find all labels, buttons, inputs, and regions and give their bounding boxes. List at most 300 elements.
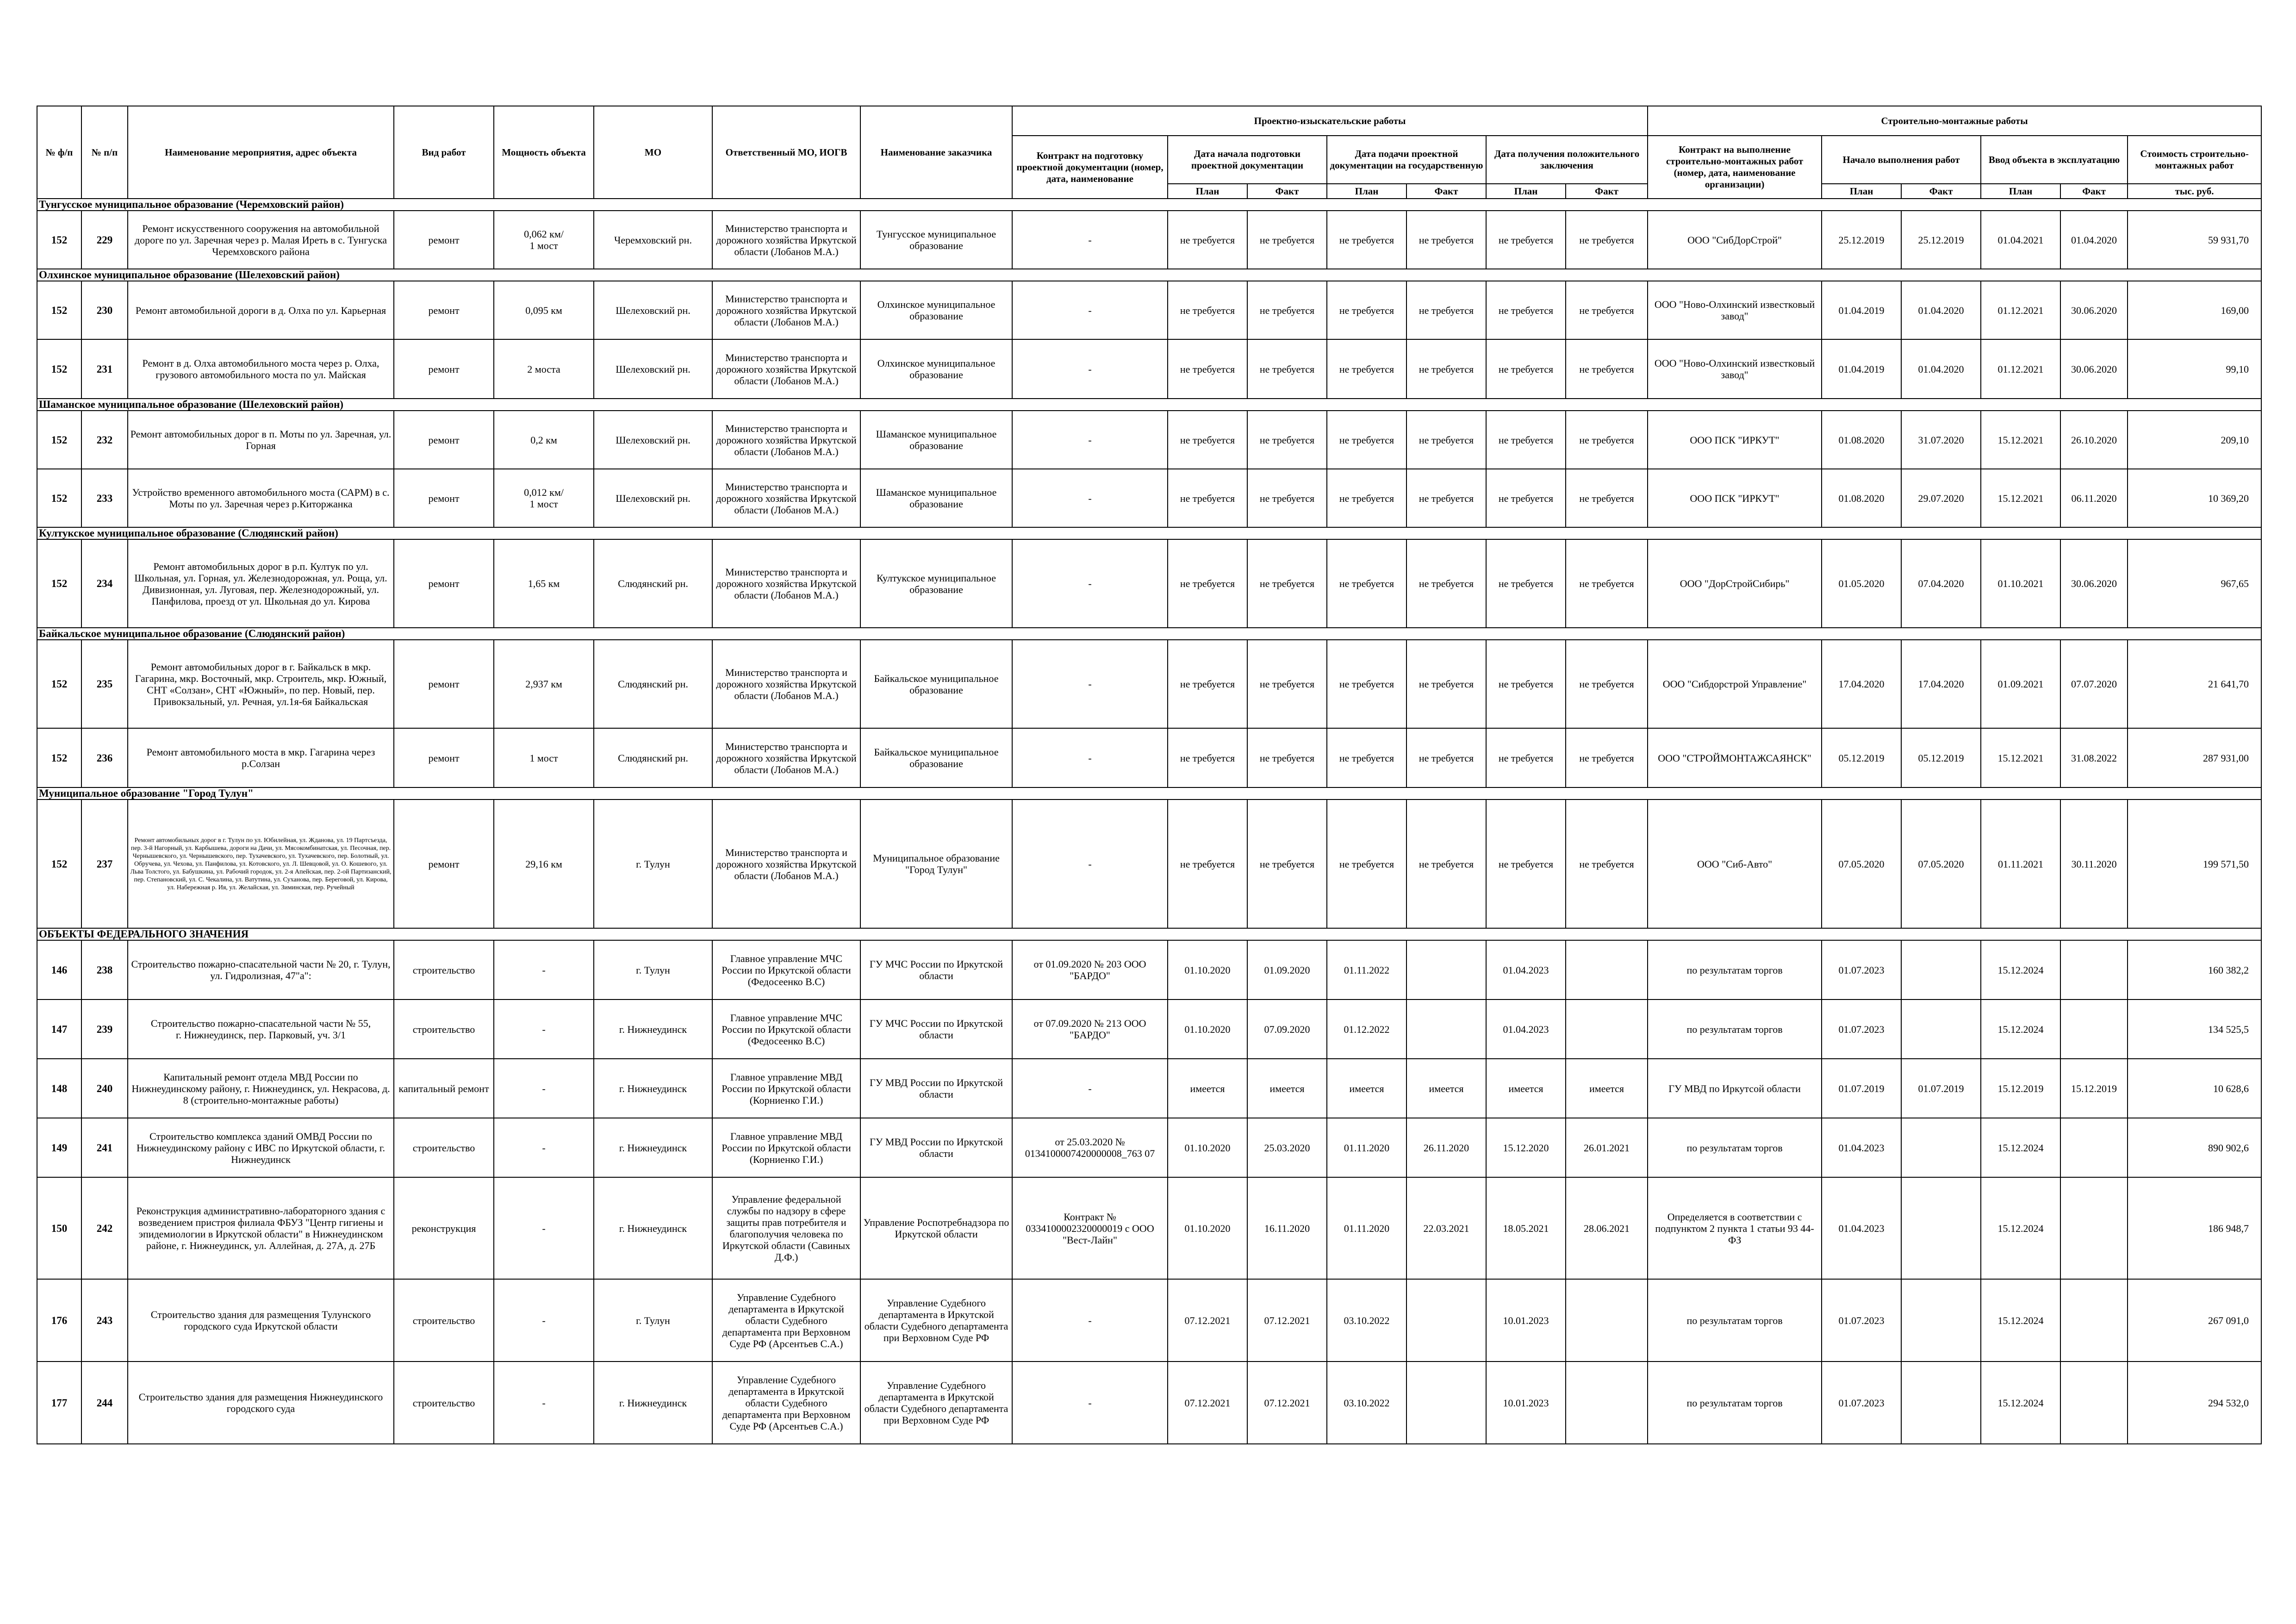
row-smr-contract: ООО ПСК "ИРКУТ" [1648, 411, 1822, 469]
row-commission-plan: 15.12.2024 [1981, 940, 2060, 999]
row-pd-submit-plan: 01.12.2022 [1327, 999, 1406, 1059]
row-pd-start-fact: 01.09.2020 [1247, 940, 1327, 999]
row-cost: 186 948,7 [2128, 1177, 2261, 1279]
table-row [37, 1279, 2261, 1362]
row-responsible: Управление Судебного департамента в Иркутской области Судебного департамента при Верховном Суде РФ (Арсентьев С.А.) [712, 1362, 860, 1444]
row-commission-plan: 01.12.2021 [1981, 339, 2060, 399]
row-capacity: - [494, 940, 594, 999]
header-pd-start: Дата начала подготовки проектной документации [1168, 136, 1327, 184]
row-fp-number: 176 [37, 1279, 81, 1362]
row-responsible: Управление федеральной службы по надзору в сфере защиты прав потребителя и благополучия человека по Иркутской области (Савиных Д.Ф.) [712, 1177, 860, 1279]
row-pd-submit-fact: не требуется [1406, 281, 1486, 339]
row-cost: 294 532,0 [2128, 1362, 2261, 1444]
row-pd-submit-plan: не требуется [1327, 281, 1406, 339]
row-pd-conclusion-fact: не требуется [1566, 539, 1648, 628]
row-commission-fact: 30.06.2020 [2060, 281, 2128, 339]
table-row [37, 800, 2261, 928]
row-cost: 209,10 [2128, 411, 2261, 469]
row-pd-start-fact: 25.03.2020 [1247, 1118, 1327, 1177]
row-customer: ГУ МВД России по Иркутской области [860, 1118, 1012, 1177]
row-customer: ГУ МЧС России по Иркутской области [860, 940, 1012, 999]
row-pir-contract: - [1012, 339, 1168, 399]
row-smr-start-fact: 07.05.2020 [1901, 800, 1981, 928]
row-pd-submit-fact [1406, 1279, 1486, 1362]
row-name: Ремонт в д. Олха автомобильного моста через р. Олха, грузового автомобильного моста по ул. Майская [128, 339, 394, 399]
row-smr-start-fact: 25.12.2019 [1901, 211, 1981, 269]
row-smr-start-fact [1901, 1177, 1981, 1279]
row-pd-start-plan: 07.12.2021 [1168, 1362, 1247, 1444]
row-np-number: 243 [81, 1279, 128, 1362]
table-row [37, 339, 2261, 399]
row-commission-plan: 15.12.2024 [1981, 1177, 2060, 1279]
row-np-number: 239 [81, 999, 128, 1059]
row-pd-start-plan: 01.10.2020 [1168, 1118, 1247, 1177]
row-pd-conclusion-plan: имеется [1486, 1059, 1566, 1118]
row-capacity: - [494, 1362, 594, 1444]
row-work-type: капитальный ремонт [394, 1059, 494, 1118]
row-customer: Управление Роспотребнадзора по Иркутской области [860, 1177, 1012, 1279]
row-commission-fact: 30.06.2020 [2060, 339, 2128, 399]
row-commission-fact: 26.10.2020 [2060, 411, 2128, 469]
row-pd-submit-plan: не требуется [1327, 211, 1406, 269]
row-pd-start-fact: не требуется [1247, 469, 1327, 527]
table-row [37, 1362, 2261, 1444]
row-commission-plan: 15.12.2024 [1981, 1279, 2060, 1362]
row-work-type: строительство [394, 1279, 494, 1362]
row-pir-contract: - [1012, 411, 1168, 469]
row-mo: г. Нижнеудинск [594, 1059, 712, 1118]
row-customer: ГУ МВД России по Иркутской области [860, 1059, 1012, 1118]
row-pd-start-fact: не требуется [1247, 728, 1327, 787]
section-title: Олхинское муниципальное образование (Шелеховский район) [37, 269, 2261, 281]
row-pd-conclusion-plan: не требуется [1486, 728, 1566, 787]
row-fp-number: 147 [37, 999, 81, 1059]
section-header [37, 527, 2261, 539]
row-mo: Слюдянский рн. [594, 539, 712, 628]
row-pd-conclusion-plan: не требуется [1486, 640, 1566, 728]
row-mo: Слюдянский рн. [594, 640, 712, 728]
row-smr-start-fact: 29.07.2020 [1901, 469, 1981, 527]
row-smr-start-plan: 01.08.2020 [1822, 469, 1901, 527]
row-responsible: Министерство транспорта и дорожного хозяйства Иркутской области (Лобанов М.А.) [712, 211, 860, 269]
row-name: Ремонт автомобильных дорог в п. Моты по ул. Заречная, ул. Горная [128, 411, 394, 469]
row-pd-start-fact: не требуется [1247, 411, 1327, 469]
header-commission: Ввод объекта в эксплуатацию [1981, 136, 2128, 184]
row-responsible: Главное управление МВД России по Иркутской области (Корниенко Г.И.) [712, 1118, 860, 1177]
row-smr-contract: по результатам торгов [1648, 1362, 1822, 1444]
row-pd-start-plan: 07.12.2021 [1168, 1279, 1247, 1362]
row-smr-start-fact: 01.04.2020 [1901, 281, 1981, 339]
row-smr-start-plan: 05.12.2019 [1822, 728, 1901, 787]
row-capacity: - [494, 1279, 594, 1362]
row-name: Строительство здания для размещения Тулунского городского суда Иркутской области [128, 1279, 394, 1362]
row-pd-conclusion-fact: 26.01.2021 [1566, 1118, 1648, 1177]
row-fp-number: 177 [37, 1362, 81, 1444]
header-power: Мощность объекта [494, 106, 594, 199]
row-commission-fact [2060, 940, 2128, 999]
row-pd-conclusion-fact: не требуется [1566, 339, 1648, 399]
row-pd-start-plan: не требуется [1168, 339, 1247, 399]
row-mo: г. Тулун [594, 800, 712, 928]
row-pd-submit-fact: имеется [1406, 1059, 1486, 1118]
header-fact: Факт [1566, 184, 1648, 199]
row-mo: г. Тулун [594, 940, 712, 999]
row-work-type: ремонт [394, 469, 494, 527]
row-responsible: Управление Судебного департамента в Иркутской области Судебного департамента при Верховном Суде РФ (Арсентьев С.А.) [712, 1279, 860, 1362]
row-smr-start-plan: 01.04.2019 [1822, 339, 1901, 399]
row-fp-number: 150 [37, 1177, 81, 1279]
row-fp-number: 152 [37, 281, 81, 339]
row-pd-conclusion-plan: не требуется [1486, 211, 1566, 269]
header-plan: План [1168, 184, 1247, 199]
row-commission-plan: 01.12.2021 [1981, 281, 2060, 339]
header-vid: Вид работ [394, 106, 494, 199]
row-pd-conclusion-fact [1566, 999, 1648, 1059]
row-cost: 199 571,50 [2128, 800, 2261, 928]
section-header [37, 787, 2261, 800]
row-customer: Олхинское муниципальное образование [860, 339, 1012, 399]
row-capacity: 0,095 км [494, 281, 594, 339]
row-pd-submit-fact: не требуется [1406, 728, 1486, 787]
row-smr-contract: ГУ МВД по Иркутсой области [1648, 1059, 1822, 1118]
row-fp-number: 146 [37, 940, 81, 999]
row-pd-conclusion-fact: не требуется [1566, 281, 1648, 339]
row-pd-conclusion-plan: не требуется [1486, 339, 1566, 399]
header-plan: План [1327, 184, 1406, 199]
row-pd-conclusion-plan: 10.01.2023 [1486, 1362, 1566, 1444]
row-responsible: Главное управление МЧС России по Иркутской области (Федосеенко В.С) [712, 940, 860, 999]
row-pd-conclusion-plan: 01.04.2023 [1486, 940, 1566, 999]
row-name: Капитальный ремонт отдела МВД России по Нижнеудинскому району, г. Нижнеудинск, ул. Некрасова, д. 8 (строительно-монтажные работы) [128, 1059, 394, 1118]
row-pd-conclusion-plan: не требуется [1486, 411, 1566, 469]
row-name: Устройство временного автомобильного моста (САРМ) в с. Моты по ул. Заречная через р.Киторжанка [128, 469, 394, 527]
row-name: Ремонт искусственного сооружения на автомобильной дороге по ул. Заречная через р. Малая Иреть в с. Тунгуска Черемховского района [128, 211, 394, 269]
row-capacity: - [494, 1118, 594, 1177]
row-customer: Управление Судебного департамента в Иркутской области Судебного департамента при Верховном Суде РФ [860, 1279, 1012, 1362]
row-work-type: строительство [394, 1118, 494, 1177]
row-pd-start-plan: 01.10.2020 [1168, 999, 1247, 1059]
row-customer: Култукское муниципальное образование [860, 539, 1012, 628]
row-responsible: Министерство транспорта и дорожного хозяйства Иркутской области (Лобанов М.А.) [712, 281, 860, 339]
row-fp-number: 152 [37, 469, 81, 527]
row-commission-fact [2060, 999, 2128, 1059]
row-pd-submit-plan: 03.10.2022 [1327, 1279, 1406, 1362]
row-mo: г. Нижнеудинск [594, 1177, 712, 1279]
row-pd-submit-fact: не требуется [1406, 211, 1486, 269]
row-smr-contract: ООО "СибДорСтрой" [1648, 211, 1822, 269]
row-smr-start-fact: 07.04.2020 [1901, 539, 1981, 628]
row-pir-contract: - [1012, 469, 1168, 527]
row-responsible: Главное управление МЧС России по Иркутской области (Федосеенко В.С) [712, 999, 860, 1059]
row-mo: Шелеховский рн. [594, 339, 712, 399]
row-pd-start-fact: не требуется [1247, 800, 1327, 928]
row-pd-conclusion-fact: 28.06.2021 [1566, 1177, 1648, 1279]
row-np-number: 242 [81, 1177, 128, 1279]
row-cost: 21 641,70 [2128, 640, 2261, 728]
row-cost: 134 525,5 [2128, 999, 2261, 1059]
row-pd-conclusion-fact: не требуется [1566, 469, 1648, 527]
row-pd-conclusion-plan: 01.04.2023 [1486, 999, 1566, 1059]
row-commission-plan: 15.12.2024 [1981, 1362, 2060, 1444]
section-title: ОБЪЕКТЫ ФЕДЕРАЛЬНОГО ЗНАЧЕНИЯ [37, 928, 2261, 940]
row-mo: г. Нижнеудинск [594, 1362, 712, 1444]
header-pd-conclusion: Дата получения положительного заключения [1486, 136, 1648, 184]
row-customer: Тунгусское муниципальное образование [860, 211, 1012, 269]
row-smr-contract: ООО ПСК "ИРКУТ" [1648, 469, 1822, 527]
row-pd-submit-plan: 01.11.2020 [1327, 1177, 1406, 1279]
row-customer: Шаманское муниципальное образование [860, 469, 1012, 527]
header-name: Наименование мероприятия, адрес объекта [128, 106, 394, 199]
row-smr-contract: ООО "Сибдорстрой Управление" [1648, 640, 1822, 728]
row-pd-submit-fact: не требуется [1406, 339, 1486, 399]
row-smr-start-fact [1901, 940, 1981, 999]
row-pd-conclusion-fact: не требуется [1566, 211, 1648, 269]
row-pd-start-plan: не требуется [1168, 281, 1247, 339]
row-pd-start-fact: 16.11.2020 [1247, 1177, 1327, 1279]
row-np-number: 237 [81, 800, 128, 928]
row-fp-number: 152 [37, 411, 81, 469]
row-pd-conclusion-fact: не требуется [1566, 640, 1648, 728]
row-commission-plan: 01.09.2021 [1981, 640, 2060, 728]
row-pir-contract: - [1012, 539, 1168, 628]
row-work-type: ремонт [394, 640, 494, 728]
row-work-type: строительство [394, 999, 494, 1059]
row-pd-start-plan: не требуется [1168, 800, 1247, 928]
table-row [37, 640, 2261, 728]
row-smr-start-plan: 01.07.2023 [1822, 940, 1901, 999]
row-fp-number: 149 [37, 1118, 81, 1177]
row-pd-submit-plan: 01.11.2020 [1327, 1118, 1406, 1177]
row-mo: Черемховский рн. [594, 211, 712, 269]
row-pd-conclusion-fact [1566, 940, 1648, 999]
row-fp-number: 152 [37, 800, 81, 928]
row-pd-submit-fact: 22.03.2021 [1406, 1177, 1486, 1279]
row-pd-submit-fact: не требуется [1406, 469, 1486, 527]
header-smr-start: Начало выполнения работ [1822, 136, 1981, 184]
header-mo: МО [594, 106, 712, 199]
header-fact: Факт [1406, 184, 1486, 199]
row-mo: Слюдянский рн. [594, 728, 712, 787]
row-capacity: - [494, 999, 594, 1059]
row-customer: Управление Судебного департамента в Иркутской области Судебного департамента при Верховном Суде РФ [860, 1362, 1012, 1444]
row-work-type: строительство [394, 1362, 494, 1444]
row-pd-conclusion-plan: 18.05.2021 [1486, 1177, 1566, 1279]
row-name: Ремонт автомобильных дорог в г. Байкальск в мкр. Гагарина, мкр. Восточный, мкр. Строитель, мкр. Южный, СНТ «Солзан», СНТ «Южный», по пер. Новый, пер. Привокзальный, ул. Речная, ул.1я-6я Байкальская [128, 640, 394, 728]
row-smr-contract: ООО "Ново-Олхинский известковый завод" [1648, 281, 1822, 339]
header-pir-contract: Контракт на подготовку проектной документации (номер, дата, наименование [1012, 136, 1168, 199]
row-mo: г. Нижнеудинск [594, 999, 712, 1059]
row-pd-start-plan: 01.10.2020 [1168, 1177, 1247, 1279]
row-pd-conclusion-fact: имеется [1566, 1059, 1648, 1118]
row-smr-start-fact: 17.04.2020 [1901, 640, 1981, 728]
row-pd-conclusion-plan: не требуется [1486, 539, 1566, 628]
row-smr-start-fact: 01.04.2020 [1901, 339, 1981, 399]
row-name: Ремонт автомобильной дороги в д. Олха по ул. Карьерная [128, 281, 394, 339]
row-commission-fact: 30.11.2020 [2060, 800, 2128, 928]
row-pd-start-plan: 01.10.2020 [1168, 940, 1247, 999]
row-pd-start-fact: не требуется [1247, 539, 1327, 628]
table-row [37, 999, 2261, 1059]
row-smr-contract: по результатам торгов [1648, 1279, 1822, 1362]
header-resp: Ответственный МО, ИОГВ [712, 106, 860, 199]
row-np-number: 235 [81, 640, 128, 728]
row-smr-start-fact: 31.07.2020 [1901, 411, 1981, 469]
row-np-number: 234 [81, 539, 128, 628]
row-pir-contract: - [1012, 211, 1168, 269]
row-pd-submit-plan: не требуется [1327, 339, 1406, 399]
row-pd-submit-plan: не требуется [1327, 539, 1406, 628]
header-fact: Факт [2060, 184, 2128, 199]
row-customer: Шаманское муниципальное образование [860, 411, 1012, 469]
row-pd-submit-plan: не требуется [1327, 800, 1406, 928]
row-customer: Муниципальное образование "Город Тулун" [860, 800, 1012, 928]
row-commission-plan: 15.12.2024 [1981, 999, 2060, 1059]
row-commission-fact [2060, 1362, 2128, 1444]
row-pd-start-fact: имеется [1247, 1059, 1327, 1118]
section-header [37, 928, 2261, 940]
row-cost: 160 382,2 [2128, 940, 2261, 999]
row-work-type: реконструкция [394, 1177, 494, 1279]
row-smr-start-plan: 01.04.2023 [1822, 1118, 1901, 1177]
row-fp-number: 152 [37, 640, 81, 728]
row-fp-number: 152 [37, 211, 81, 269]
row-cost: 267 091,0 [2128, 1279, 2261, 1362]
row-pir-contract: от 01.09.2020 № 203 ООО "БАРДО" [1012, 940, 1168, 999]
row-np-number: 238 [81, 940, 128, 999]
row-capacity: 1 мост [494, 728, 594, 787]
row-np-number: 236 [81, 728, 128, 787]
row-responsible: Министерство транспорта и дорожного хозяйства Иркутской области (Лобанов М.А.) [712, 411, 860, 469]
row-mo: Шелеховский рн. [594, 411, 712, 469]
row-pd-submit-fact [1406, 999, 1486, 1059]
row-smr-start-plan: 01.07.2019 [1822, 1059, 1901, 1118]
table-header [37, 106, 2261, 199]
row-smr-start-fact [1901, 1118, 1981, 1177]
row-smr-start-plan: 01.07.2023 [1822, 999, 1901, 1059]
row-np-number: 233 [81, 469, 128, 527]
row-customer: ГУ МЧС России по Иркутской области [860, 999, 1012, 1059]
row-cost: 10 369,20 [2128, 469, 2261, 527]
row-cost: 59 931,70 [2128, 211, 2261, 269]
row-pd-start-plan: не требуется [1168, 539, 1247, 628]
row-pd-start-plan: не требуется [1168, 640, 1247, 728]
row-responsible: Министерство транспорта и дорожного хозяйства Иркутской области (Лобанов М.А.) [712, 728, 860, 787]
table-row [37, 940, 2261, 999]
header-np: № п/п [81, 106, 128, 199]
row-smr-start-fact: 05.12.2019 [1901, 728, 1981, 787]
row-cost: 287 931,00 [2128, 728, 2261, 787]
row-responsible: Главное управление МВД России по Иркутской области (Корниенко Г.И.) [712, 1059, 860, 1118]
section-header [37, 399, 2261, 411]
row-mo: г. Нижнеудинск [594, 1118, 712, 1177]
row-responsible: Министерство транспорта и дорожного хозяйства Иркутской области (Лобанов М.А.) [712, 339, 860, 399]
section-header [37, 199, 2261, 211]
row-commission-fact: 15.12.2019 [2060, 1059, 2128, 1118]
table-row [37, 211, 2261, 269]
row-customer: Байкальское муниципальное образование [860, 728, 1012, 787]
row-capacity: 2,937 км [494, 640, 594, 728]
row-pd-start-plan: не требуется [1168, 211, 1247, 269]
row-name: Строительство пожарно-спасательной части № 55, г. Нижнеудинск, пер. Парковый, уч. 3/1 [128, 999, 394, 1059]
row-capacity: 2 моста [494, 339, 594, 399]
row-pd-submit-fact: 26.11.2020 [1406, 1118, 1486, 1177]
row-smr-start-plan: 01.05.2020 [1822, 539, 1901, 628]
row-commission-fact: 01.04.2020 [2060, 211, 2128, 269]
row-pd-start-fact: не требуется [1247, 640, 1327, 728]
header-cost: Стоимость строительно-монтажных работ [2128, 136, 2261, 184]
row-pd-start-plan: имеется [1168, 1059, 1247, 1118]
row-pir-contract: - [1012, 281, 1168, 339]
section-title: Култукское муниципальное образование (Слюдянский район) [37, 527, 2261, 539]
row-pd-conclusion-plan: 15.12.2020 [1486, 1118, 1566, 1177]
row-pd-start-fact: не требуется [1247, 211, 1327, 269]
row-pd-conclusion-plan: 10.01.2023 [1486, 1279, 1566, 1362]
row-pir-contract: - [1012, 800, 1168, 928]
row-smr-contract: ООО "СТРОЙМОНТАЖСАЯНСК" [1648, 728, 1822, 787]
row-pd-start-fact: 07.12.2021 [1247, 1362, 1327, 1444]
row-pd-submit-plan: имеется [1327, 1059, 1406, 1118]
row-commission-plan: 15.12.2024 [1981, 1118, 2060, 1177]
row-commission-plan: 15.12.2021 [1981, 728, 2060, 787]
row-fp-number: 148 [37, 1059, 81, 1118]
row-pd-conclusion-plan: не требуется [1486, 800, 1566, 928]
row-pir-contract: Контракт № 0334100002320000019 с ООО "Вест-Лайн" [1012, 1177, 1168, 1279]
row-name: Строительство пожарно-спасательной части № 20, г. Тулун, ул. Гидролизная, 47"а": [128, 940, 394, 999]
row-pd-conclusion-fact: не требуется [1566, 728, 1648, 787]
row-work-type: ремонт [394, 211, 494, 269]
row-mo: Шелеховский рн. [594, 281, 712, 339]
row-smr-start-plan: 01.07.2023 [1822, 1279, 1901, 1362]
table-row [37, 1059, 2261, 1118]
row-smr-start-plan: 25.12.2019 [1822, 211, 1901, 269]
row-capacity: 0,2 км [494, 411, 594, 469]
header-plan: План [1822, 184, 1901, 199]
row-smr-start-fact [1901, 1362, 1981, 1444]
row-pd-start-fact: не требуется [1247, 281, 1327, 339]
row-pd-submit-plan: не требуется [1327, 640, 1406, 728]
row-pd-submit-fact: не требуется [1406, 800, 1486, 928]
row-smr-start-plan: 01.04.2023 [1822, 1177, 1901, 1279]
row-pd-conclusion-fact [1566, 1362, 1648, 1444]
row-pd-submit-fact: не требуется [1406, 411, 1486, 469]
row-mo: г. Тулун [594, 1279, 712, 1362]
row-work-type: ремонт [394, 728, 494, 787]
row-pd-submit-plan: не требуется [1327, 411, 1406, 469]
table-row [37, 411, 2261, 469]
row-pd-start-fact: 07.09.2020 [1247, 999, 1327, 1059]
row-smr-contract: Определяется в соответствии с подпунктом 2 пункта 1 статьи 93 44-ФЗ [1648, 1177, 1822, 1279]
row-pd-start-fact: 07.12.2021 [1247, 1279, 1327, 1362]
row-pd-conclusion-plan: не требуется [1486, 281, 1566, 339]
row-pir-contract: - [1012, 1362, 1168, 1444]
row-pd-conclusion-fact [1566, 1279, 1648, 1362]
row-commission-fact [2060, 1118, 2128, 1177]
row-pd-start-plan: не требуется [1168, 469, 1247, 527]
row-pd-submit-fact: не требуется [1406, 640, 1486, 728]
row-name: Строительство здания для размещения Нижнеудинского городского суда [128, 1362, 394, 1444]
row-responsible: Министерство транспорта и дорожного хозяйства Иркутской области (Лобанов М.А.) [712, 800, 860, 928]
row-capacity: 29,16 км [494, 800, 594, 928]
row-cost: 967,65 [2128, 539, 2261, 628]
row-pd-submit-plan: 03.10.2022 [1327, 1362, 1406, 1444]
row-customer: Олхинское муниципальное образование [860, 281, 1012, 339]
row-commission-fact: 06.11.2020 [2060, 469, 2128, 527]
row-mo: Шелеховский рн. [594, 469, 712, 527]
row-work-type: ремонт [394, 411, 494, 469]
section-title: Байкальское муниципальное образование (Слюдянский район) [37, 628, 2261, 640]
table-row [37, 539, 2261, 628]
row-cost: 890 902,6 [2128, 1118, 2261, 1177]
